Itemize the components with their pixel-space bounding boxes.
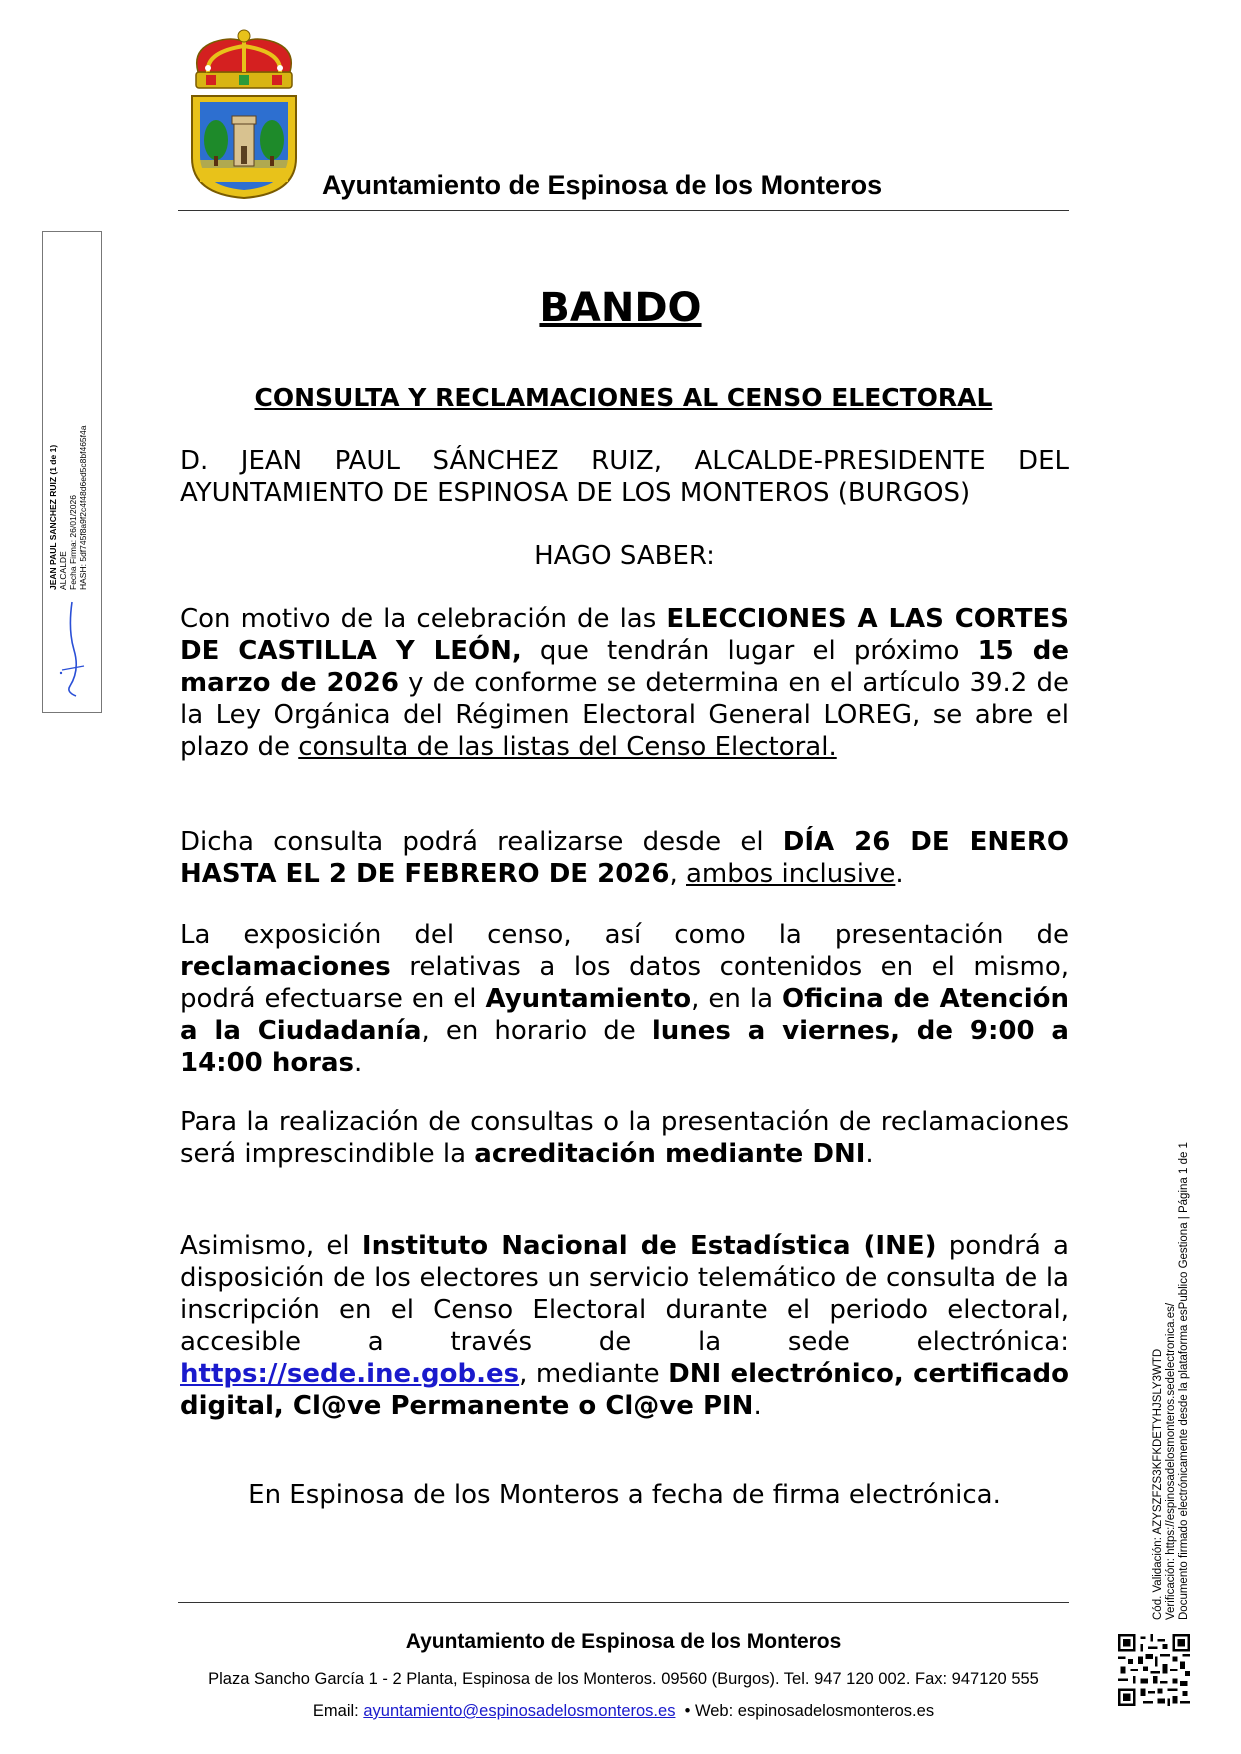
header-divider	[178, 210, 1069, 211]
p3-office: Oficina de Atención a la Ciudadanía	[180, 984, 1069, 1046]
ine-link[interactable]: https://sede.ine.gob.es	[180, 1359, 520, 1389]
platform-note: Documento firmado electrónicamente desde la plataforma esPublico Gestiona | Página 1 de 1	[1178, 1142, 1190, 1620]
paragraph-elections	[180, 603, 1069, 763]
p4-accreditation: acreditación mediante DNI	[474, 1139, 866, 1169]
p5-text-2: pondrá a disposición de los electores un servicio telemático de consulta de la inscripción en el Censo Electoral durante el periodo electoral, accesible a través de la sede electrónica:	[180, 1231, 1069, 1357]
web-label: • Web: espinosadelosmonteros.es	[675, 1702, 935, 1720]
handwritten-signature	[58, 600, 88, 700]
p3-text-2: relativas a los datos contenidos en el mismo, podrá efectuarse en el	[180, 952, 1069, 1014]
p5-methods: DNI electrónico, certificado digital, Cl@ve Permanente o Cl@ve PIN	[180, 1359, 1070, 1421]
p1-date: 15 de marzo de 2026	[180, 636, 1069, 698]
signer-role: ALCALDE	[58, 551, 68, 590]
paragraph-dni	[180, 1106, 1069, 1170]
p5-ine: Instituto Nacional de Estadística (INE)	[361, 1231, 937, 1261]
p5-text-3: , mediante	[519, 1359, 669, 1389]
qr-code[interactable]	[1118, 1634, 1190, 1706]
p3-town-hall: Ayuntamiento	[485, 984, 692, 1014]
validation-code: Cód. Validación: AZYSZFZS3KFKDETYHJSLY3WTD	[1152, 1348, 1164, 1620]
shield-icon	[192, 96, 296, 198]
p2-dates: DÍA 26 DE ENERO HASTA EL 2 DE FEBRERO DE 2026	[180, 827, 1070, 889]
verification-url[interactable]: Verificación: https://espinosadelosmonteros.sedelectronica.es/	[1165, 1302, 1177, 1620]
mayor-line-1: D. JEAN PAUL SÁNCHEZ RUIZ, ALCALDE-PRESIDENTE DEL	[180, 446, 1069, 476]
email-link[interactable]: ayuntamiento@espinosadelosmonteros.es	[363, 1702, 676, 1720]
p1-elections: ELECCIONES A LAS CORTES DE CASTILLA Y LEÓN,	[180, 604, 1069, 666]
announcement: HAGO SABER:	[534, 541, 715, 571]
p3-claims: reclamaciones	[180, 952, 391, 982]
paragraph-period	[180, 826, 1069, 890]
p2-text-3: .	[895, 859, 904, 889]
document-subtitle: CONSULTA Y RECLAMACIONES AL CENSO ELECTORAL	[254, 383, 993, 412]
p3-text-1: La exposición del censo, así como la presentación de	[180, 920, 1069, 950]
p4-text-2: .	[865, 1139, 874, 1169]
email-label: Email:	[312, 1702, 364, 1720]
organization-name: Ayuntamiento de Espinosa de los Monteros	[322, 170, 883, 200]
document-title: BANDO	[539, 285, 702, 331]
closing-line: En Espinosa de los Monteros a fecha de firma electrónica.	[248, 1480, 1001, 1510]
p5-text-4: .	[753, 1391, 762, 1421]
crown-icon	[196, 30, 292, 88]
p2-text-2: ,	[669, 859, 686, 889]
footer-contact	[178, 1702, 1069, 1721]
p1-text-3: y de conforme se determina en el artículo 39.2 de la Ley Orgánica del Régimen Electoral General LOREG, se abre el plazo de	[180, 668, 1069, 762]
signer-name: JEAN PAUL SANCHEZ RUIZ (1 de 1)	[48, 444, 58, 590]
coat-of-arms-logo	[188, 28, 300, 200]
p3-text-4: , en horario de	[421, 1016, 652, 1046]
signature-hash: HASH: 5df745f8a9f2c4f48d6ed5c8bf465f4a	[78, 425, 88, 590]
signature-date: Fecha Firma: 26/01/2026	[68, 495, 78, 590]
paragraph-exposure	[180, 919, 1069, 1079]
p3-text-3: , en la	[691, 984, 783, 1014]
signature-details	[48, 410, 88, 590]
p1-census-consultation: consulta de las listas del Censo Electoral.	[298, 732, 837, 762]
p2-text-1: Dicha consulta podrá realizarse desde el	[180, 827, 783, 857]
mayor-line-2: AYUNTAMIENTO DE ESPINOSA DE LOS MONTEROS (BURGOS)	[180, 478, 971, 508]
p4-text-1: Para la realización de consultas o la presentación de reclamaciones será imprescindible la	[180, 1107, 1069, 1169]
p1-text-2: que tendrán lugar el próximo	[521, 636, 978, 666]
paragraph-ine	[180, 1230, 1069, 1422]
footer-address: Plaza Sancho García 1 - 2 Planta, Espinosa de los Monteros. 09560 (Burgos). Tel. 947 120 002. Fax: 947120 555	[208, 1670, 1039, 1688]
footer-organization: Ayuntamiento de Espinosa de los Monteros	[405, 1630, 842, 1653]
p5-text-1: Asimismo, el	[180, 1231, 362, 1261]
p3-hours: lunes a viernes, de 9:00 a 14:00 horas	[180, 1016, 1069, 1078]
p1-text-1: Con motivo de la celebración de las	[180, 604, 667, 634]
validation-details	[1152, 1142, 1191, 1620]
footer-divider	[178, 1602, 1069, 1603]
p3-text-5: .	[354, 1048, 363, 1078]
p2-inclusive: ambos inclusive	[686, 859, 896, 889]
